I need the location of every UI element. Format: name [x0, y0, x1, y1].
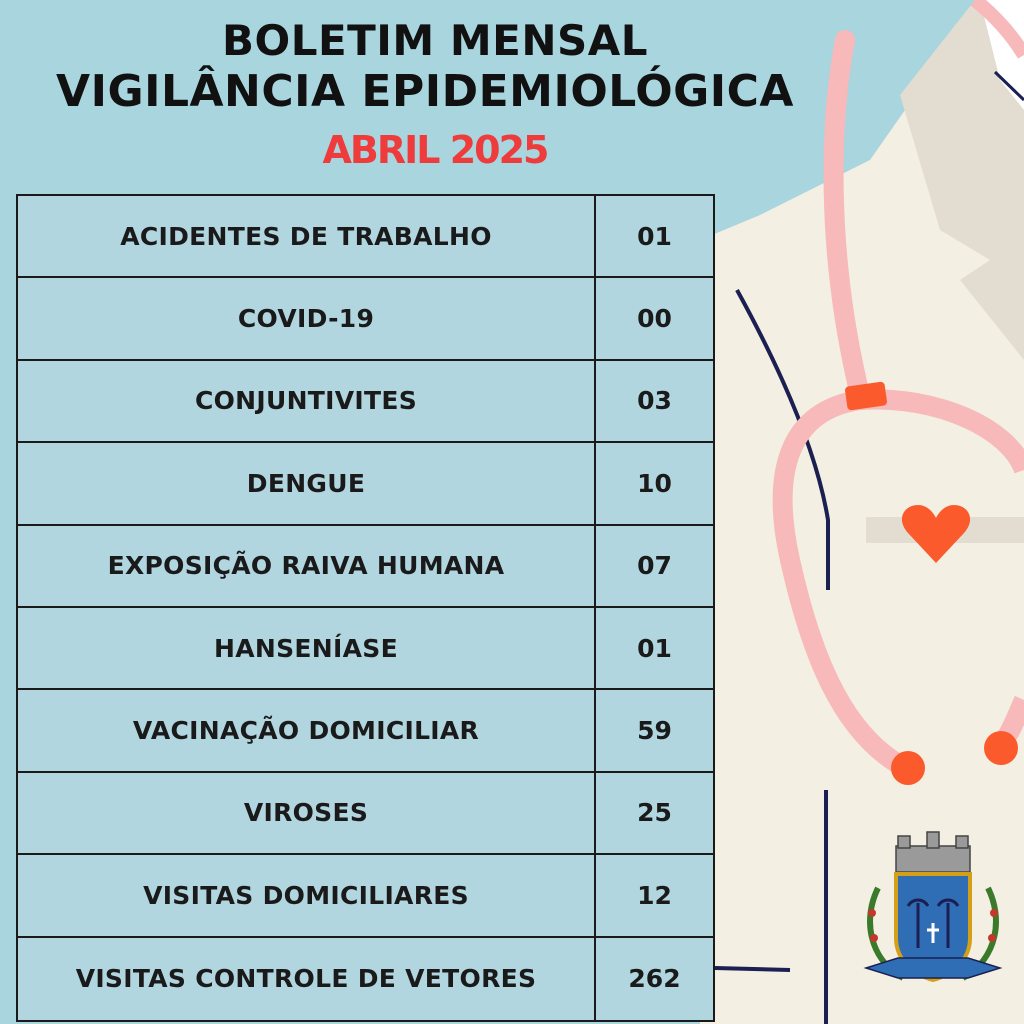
- row-label: DENGUE: [18, 443, 596, 523]
- row-value: 07: [637, 551, 672, 581]
- row-label: COVID-19: [18, 278, 596, 358]
- row-label: VACINAÇÃO DOMICILIAR: [18, 690, 596, 770]
- row-value: 01: [637, 221, 672, 251]
- table-row: [18, 690, 713, 772]
- bulletin-table: [16, 194, 715, 1022]
- table-row: [18, 608, 713, 690]
- row-value: 10: [637, 468, 672, 498]
- table-row: [18, 773, 713, 855]
- municipal-crest-icon: [858, 828, 1008, 993]
- table-row: [18, 361, 713, 443]
- row-value: 01: [637, 633, 672, 663]
- row-value: 59: [637, 716, 672, 746]
- table-row: [18, 443, 713, 525]
- row-value: 12: [637, 880, 672, 910]
- row-label: HANSENÍASE: [18, 608, 596, 688]
- row-label: ACIDENTES DE TRABALHO: [18, 196, 596, 276]
- table-row: [18, 855, 713, 937]
- row-value: 03: [637, 386, 672, 416]
- table-row: [18, 938, 713, 1020]
- stethoscope-tip-right: [984, 731, 1018, 765]
- page-title: BOLETIM MENSAL: [221, 16, 648, 65]
- row-value: 262: [628, 964, 681, 994]
- row-label: CONJUNTIVITES: [18, 361, 596, 441]
- table-row: [18, 526, 713, 608]
- period-label: ABRIL 2025: [322, 128, 548, 172]
- table-row: [18, 196, 713, 278]
- table-row: [18, 278, 713, 360]
- stethoscope-tip-left: [891, 751, 925, 785]
- page-subtitle: VIGILÂNCIA EPIDEMIOLÓGICA: [56, 66, 794, 117]
- row-label: VISITAS DOMICILIARES: [18, 855, 596, 935]
- row-label: VIROSES: [18, 773, 596, 853]
- row-value: 25: [637, 798, 672, 828]
- row-label: VISITAS CONTROLE DE VETORES: [18, 938, 596, 1020]
- row-label: EXPOSIÇÃO RAIVA HUMANA: [18, 526, 596, 606]
- row-value: 00: [637, 304, 672, 334]
